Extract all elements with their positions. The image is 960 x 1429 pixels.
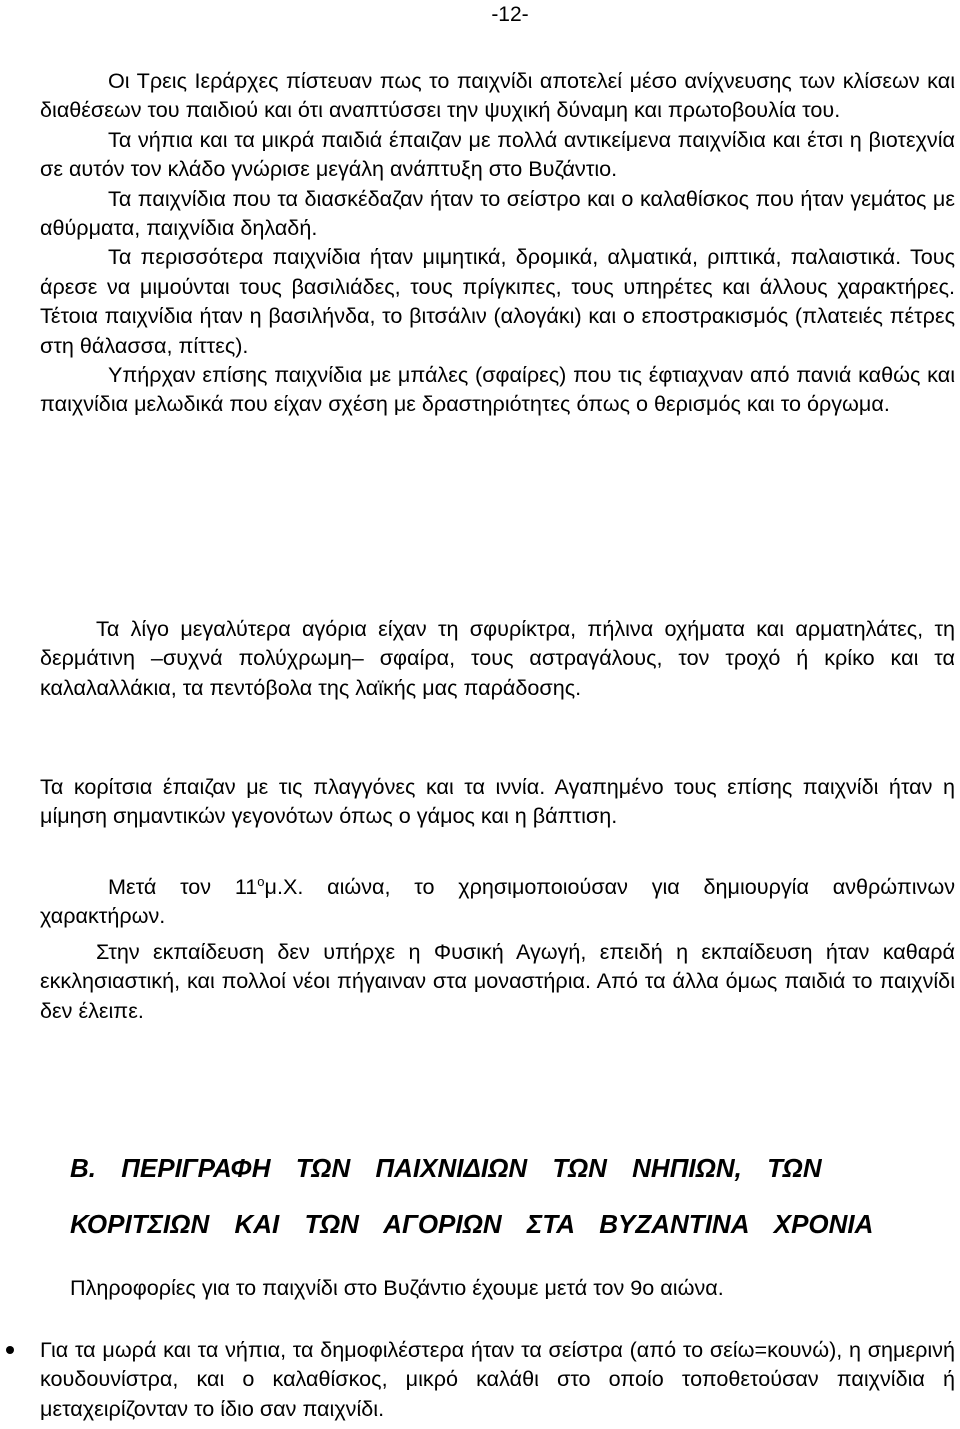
paragraph-three-hierarchs: Οι Τρεις Ιεράρχες πίστευαν πως το παιχνίδι αποτελεί μέσο ανίχνευσης των κλίσεων και διαθέσεων του παιδιού και ότι αναπτύσσει την ψυχική δύναμη και πρωτοβουλία του. bbox=[40, 68, 955, 123]
bullet-list-item bbox=[40, 1335, 955, 1423]
section-heading-line-1: Β. ΠΕΡΙΓΡΑΦΗ ΤΩΝ ΠΑΙΧΝΙΔΙΩΝ ΤΩΝ ΝΗΠΙΩΝ, ΤΩΝ bbox=[70, 1153, 822, 1183]
paragraph-seistro: Τα παιχνίδια που τα διασκέδαζαν ήταν το σείστρο και ο καλαθίσκος που ήταν γεμάτος με αθύρματα, παιχνίδια δηλαδή. bbox=[40, 185, 955, 241]
paragraph-game-types: Τα περισσότερα παιχνίδια ήταν μιμητικά, δρομικά, αλματικά, ριπτικά, παλαιστικά. Τους άρεσε να μιμούνται τους βασιλιάδες, τους πρίγκιπες, τους υπηρέτες και άλλους χαρακτήρες. Τέτοια παιχνίδια ήταν η βασιλήνδα, το βιτσάλιν (αλογάκι) και ο εποστρακισμός (πλατειές πέτρες στη θάλασσα, πίττες). bbox=[40, 244, 955, 358]
intro-section bbox=[40, 66, 955, 419]
century-text-before: Μετά τον 11 bbox=[108, 874, 258, 899]
page-number: -12- bbox=[491, 3, 529, 26]
paragraph-balls: Υπήρχαν επίσης παιχνίδια με μπάλες (σφαίρες) που τις έφτιαχναν από πανιά καθώς και παιχνίδια μελωδικά που είχαν σχέση με δραστηριότητες όπως ο θερισμός και το όργωμα. bbox=[40, 362, 955, 417]
bullet-dot-icon bbox=[6, 1346, 14, 1354]
boys-section bbox=[40, 614, 955, 702]
section-heading-line-2: ΚΟΡΙΤΣΙΩΝ ΚΑΙ ΤΩΝ ΑΓΟΡΙΩΝ ΣΤΑ ΒΥΖΑΝΤΙΝΑ ΧΡΟΝΙΑ bbox=[70, 1209, 874, 1239]
century-superscript: ο bbox=[257, 873, 265, 889]
paragraph-boys: Τα λίγο μεγαλύτερα αγόρια είχαν τη σφυρίκτρα, πήλινα οχήματα και αρματηλάτες, τη δερμάτινη –συχνά πολύχρωμη– σφαίρα, τους αστραγάλους, τον τροχό ή κρίκο και τα καλαλαλλάκια, τα πεντόβολα της λαϊκής μας παράδοσης. bbox=[40, 616, 955, 700]
section-heading bbox=[70, 1140, 958, 1252]
paragraph-girls: Τα κορίτσια έπαιζαν με τις πλαγγόνες και τα ιννία. Αγαπημένο τους επίσης παιχνίδι ήταν η μίμηση σημαντικών γεγονότων όπως ο γάμος και η βάπτιση. bbox=[40, 774, 955, 829]
century-text-after: μ.Χ. αιώνα, το χρησιμοποιούσαν για δημιουργία ανθρώπινων χαρακτήρων. bbox=[40, 874, 955, 929]
paragraph-education: Στην εκπαίδευση δεν υπήρχε η Φυσική Αγωγή, επειδή η εκπαίδευση ήταν καθαρά εκκλησιαστική, και πολλοί νέοι πήγαιναν στα μοναστήρια. Από τα άλλα όμως παιδιά το παιχνίδι δεν έλειπε. bbox=[40, 938, 955, 1023]
bullet-text: Για τα μωρά και τα νήπια, τα δημοφιλέστερα ήταν τα σείστρα (από το σείω=κουνώ), η σημερινή κουδουνίστρα, και ο καλαθίσκος, μικρό καλάθι στο οποίο τοποθετούσαν παιχνίδια ή μεταχειρίζονταν το ίδιο σαν παιχνίδι. bbox=[40, 1337, 955, 1421]
paragraph-infants-toys: Τα νήπια και τα μικρά παιδιά έπαιζαν με πολλά αντικείμενα παιχνίδια και έτσι η βιοτεχνία σε αυτόν τον κλάδο γνώρισε μεγάλη ανάπτυξη στο Βυζάντιο. bbox=[40, 126, 955, 182]
paragraph-11th-century bbox=[40, 872, 955, 931]
later-section bbox=[40, 872, 955, 1025]
girls-section bbox=[40, 772, 955, 831]
info-line: Πληροφορίες για το παιχνίδι στο Βυζάντιο έχουμε μετά τον 9ο αιώνα. bbox=[70, 1275, 724, 1300]
